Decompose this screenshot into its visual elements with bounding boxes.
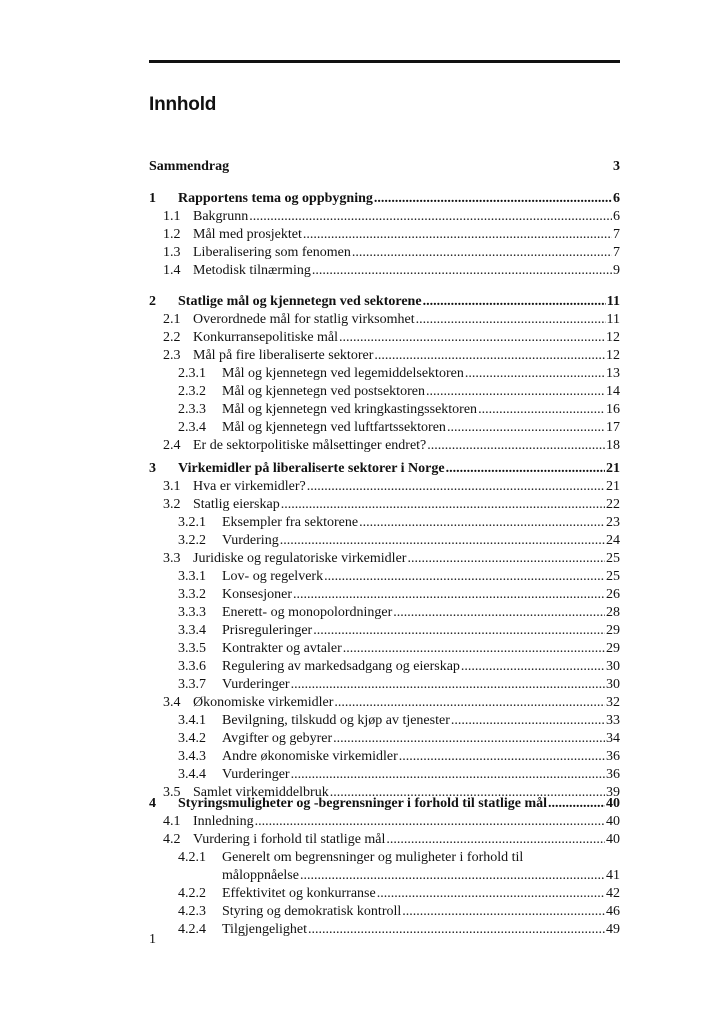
toc-entry-title: Metodisk tilnærming bbox=[193, 263, 311, 278]
toc-entry-title: Innledning bbox=[193, 814, 254, 829]
toc-entry-page: 26 bbox=[606, 587, 620, 602]
toc-dot-leader bbox=[374, 347, 605, 365]
toc-entry-title: Styring og demokratisk kontroll bbox=[222, 904, 402, 919]
toc-entry-number: 3.4.1 bbox=[178, 713, 206, 728]
toc-entry-title: Statlige mål og kjennetegn ved sektorene bbox=[178, 294, 422, 309]
toc-entry bbox=[149, 460, 620, 478]
toc-entry bbox=[149, 795, 620, 813]
toc-entry-page: 3 bbox=[613, 159, 620, 174]
toc-entry bbox=[178, 849, 620, 867]
toc-entry bbox=[178, 604, 620, 622]
toc-dot-leader bbox=[451, 712, 605, 730]
toc-dot-leader bbox=[374, 190, 612, 208]
toc-entry-page: 36 bbox=[606, 749, 620, 764]
toc-entry-title: Effektivitet og konkurranse bbox=[222, 886, 376, 901]
toc-entry-page: 12 bbox=[606, 348, 620, 363]
toc-dot-leader bbox=[427, 437, 605, 455]
toc-dot-leader bbox=[307, 478, 605, 496]
toc-entry-page: 46 bbox=[606, 904, 620, 919]
toc-entry-number: 3.2 bbox=[163, 497, 181, 512]
toc-dot-leader bbox=[446, 460, 605, 478]
toc-entry-page: 36 bbox=[606, 767, 620, 782]
toc-entry-number: 3.3.7 bbox=[178, 677, 206, 692]
toc-entry-number: 4.2.3 bbox=[178, 904, 206, 919]
toc-entry-number: 2.3 bbox=[163, 348, 181, 363]
toc-dot-leader bbox=[447, 419, 605, 437]
toc-entry bbox=[178, 885, 620, 903]
toc-entry-title: Vurderinger bbox=[222, 677, 290, 692]
toc-entry bbox=[149, 190, 620, 208]
toc-entry-title-continuation: måloppnåelse bbox=[222, 868, 299, 883]
toc-entry bbox=[163, 329, 620, 347]
toc-entry-title: Mål med prosjektet bbox=[193, 227, 302, 242]
toc-entry-page: 29 bbox=[606, 641, 620, 656]
toc-entry-page: 7 bbox=[613, 227, 620, 242]
toc-dot-leader bbox=[478, 401, 605, 419]
toc-entry-title: Styringsmuligheter og -begrensninger i forhold til statlige mål bbox=[178, 796, 548, 811]
toc-entry-page: 49 bbox=[606, 922, 620, 937]
toc-entry-page: 32 bbox=[606, 695, 620, 710]
toc-dot-leader bbox=[333, 730, 605, 748]
toc-entry-title: Generelt om begrensninger og muligheter i forhold til bbox=[222, 850, 524, 865]
toc-entry-page: 7 bbox=[613, 245, 620, 260]
toc-entry bbox=[178, 514, 620, 532]
toc-entry-page: 40 bbox=[606, 814, 620, 829]
toc-entry-title: Enerett- og monopolordninger bbox=[222, 605, 393, 620]
toc-entry bbox=[163, 244, 620, 262]
toc-dot-leader bbox=[313, 622, 605, 640]
toc-entry-title: Bakgrunn bbox=[193, 209, 249, 224]
toc-entry-title: Vurdering bbox=[222, 533, 279, 548]
toc-entry bbox=[178, 640, 620, 658]
toc-dot-leader bbox=[249, 208, 612, 226]
toc-dot-leader bbox=[293, 586, 605, 604]
toc-entry-page: 6 bbox=[613, 191, 620, 206]
toc-entry bbox=[178, 730, 620, 748]
toc-entry bbox=[178, 586, 620, 604]
toc-entry-number: 3.4.2 bbox=[178, 731, 206, 746]
toc-entry-page: 11 bbox=[606, 294, 620, 309]
toc-entry-number: 4.2.1 bbox=[178, 850, 206, 865]
toc-entry bbox=[163, 311, 620, 329]
toc-entry-number: 4.1 bbox=[163, 814, 181, 829]
toc-dot-leader bbox=[339, 329, 605, 347]
toc-entry bbox=[178, 658, 620, 676]
toc-dot-leader bbox=[461, 658, 605, 676]
toc-entry-number: 4.2 bbox=[163, 832, 181, 847]
toc-entry-page: 6 bbox=[613, 209, 620, 224]
toc-entry-number: 3.4 bbox=[163, 695, 181, 710]
toc-dot-leader bbox=[334, 694, 605, 712]
toc-entry-page: 14 bbox=[606, 384, 620, 399]
toc-entry-page: 9 bbox=[613, 263, 620, 278]
toc-entry-title: Mål og kjennetegn ved postsektoren bbox=[222, 384, 425, 399]
toc-entry-page: 25 bbox=[606, 551, 620, 566]
toc-entry-number: 2.2 bbox=[163, 330, 181, 345]
toc-entry-page: 30 bbox=[606, 659, 620, 674]
toc-entry-title: Regulering av markedsadgang og eierskap bbox=[222, 659, 460, 674]
toc-dot-leader bbox=[324, 568, 605, 586]
toc-entry-page: 34 bbox=[606, 731, 620, 746]
toc-entry bbox=[178, 401, 620, 419]
toc-entry-title: Kontrakter og avtaler bbox=[222, 641, 342, 656]
toc-entry-title: Liberalisering som fenomen bbox=[193, 245, 351, 260]
toc-entry-page: 42 bbox=[606, 886, 620, 901]
toc-entry-title: Avgifter og gebyrer bbox=[222, 731, 333, 746]
toc-entry bbox=[178, 568, 620, 586]
toc-entry bbox=[178, 532, 620, 550]
toc-dot-leader bbox=[402, 903, 605, 921]
toc-entry bbox=[149, 158, 620, 176]
toc-entry bbox=[163, 831, 620, 849]
toc-dot-leader bbox=[423, 293, 606, 311]
toc-dot-leader bbox=[308, 921, 605, 939]
toc-entry-page: 21 bbox=[606, 479, 620, 494]
toc-entry-title: Tilgjengelighet bbox=[222, 922, 308, 937]
toc-entry-page: 11 bbox=[606, 312, 620, 327]
toc-entry-number: 1.3 bbox=[163, 245, 181, 260]
toc-dot-leader bbox=[407, 550, 605, 568]
toc-entry bbox=[178, 622, 620, 640]
toc-dot-leader bbox=[399, 748, 605, 766]
toc-entry bbox=[163, 550, 620, 568]
toc-entry-page: 39 bbox=[606, 785, 620, 800]
toc-entry bbox=[178, 676, 620, 694]
toc-entry-title: Hva er virkemidler? bbox=[193, 479, 306, 494]
toc-entry-page: 40 bbox=[606, 796, 620, 811]
toc-entry bbox=[178, 903, 620, 921]
toc-entry-number: 3.3.3 bbox=[178, 605, 206, 620]
toc-entry-title: Mål på fire liberaliserte sektorer bbox=[193, 348, 374, 363]
toc-entry-title: Mål og kjennetegn ved legemiddelsektoren bbox=[222, 366, 464, 381]
toc-entry bbox=[178, 766, 620, 784]
toc-entry-number: 2.3.2 bbox=[178, 384, 206, 399]
toc-dot-leader bbox=[312, 262, 612, 280]
toc-entry-number: 3 bbox=[149, 461, 156, 476]
toc-dot-leader bbox=[281, 496, 605, 514]
toc-entry-title: Mål og kjennetegn ved luftfartssektoren bbox=[222, 420, 446, 435]
toc-entry bbox=[163, 437, 620, 455]
toc-entry-number: 4 bbox=[149, 796, 156, 811]
toc-entry-page: 28 bbox=[606, 605, 620, 620]
toc-entry bbox=[149, 293, 620, 311]
toc-entry-page: 16 bbox=[606, 402, 620, 417]
toc-entry-number: 2.1 bbox=[163, 312, 181, 327]
toc-dot-leader bbox=[548, 795, 605, 813]
toc-entry-title: Virkemidler på liberaliserte sektorer i Norge bbox=[178, 461, 445, 476]
toc-dot-leader bbox=[291, 676, 605, 694]
toc-entry-number: 3.2.2 bbox=[178, 533, 206, 548]
toc-entry-title: Samlet virkemiddelbruk bbox=[193, 785, 329, 800]
toc-entry-title: Konkurransepolitiske mål bbox=[193, 330, 339, 345]
toc-entry-page: 17 bbox=[606, 420, 620, 435]
page-title: Innhold bbox=[149, 94, 217, 115]
toc-dot-leader bbox=[352, 244, 612, 262]
toc-entry-number: 3.3.2 bbox=[178, 587, 206, 602]
toc-entry-number: 3.3.1 bbox=[178, 569, 206, 584]
toc-dot-leader bbox=[393, 604, 605, 622]
toc-entry-page: 12 bbox=[606, 330, 620, 345]
toc-dot-leader bbox=[303, 226, 612, 244]
toc-entry bbox=[178, 712, 620, 730]
toc-entry-title: Vurdering i forhold til statlige mål bbox=[193, 832, 386, 847]
toc-entry-number: 3.3.4 bbox=[178, 623, 206, 638]
toc-entry-title: Økonomiske virkemidler bbox=[193, 695, 334, 710]
toc-entry-page: 23 bbox=[606, 515, 620, 530]
top-rule bbox=[149, 60, 620, 63]
toc-entry-page: 24 bbox=[606, 533, 620, 548]
toc-entry-number: 1.4 bbox=[163, 263, 181, 278]
toc-dot-leader bbox=[291, 766, 605, 784]
toc-dot-leader bbox=[426, 383, 605, 401]
toc-entry-title: Konsesjoner bbox=[222, 587, 292, 602]
toc-entry-page: 25 bbox=[606, 569, 620, 584]
toc-entry-number: 3.5 bbox=[163, 785, 181, 800]
toc-entry bbox=[178, 921, 620, 939]
toc-entry-number: 3.4.3 bbox=[178, 749, 206, 764]
toc-entry bbox=[163, 478, 620, 496]
toc-entry-title: Vurderinger bbox=[222, 767, 290, 782]
toc-entry-number: 1.2 bbox=[163, 227, 181, 242]
toc-entry-number: 2 bbox=[149, 294, 156, 309]
toc-entry-page: 13 bbox=[606, 366, 620, 381]
toc-entry bbox=[178, 419, 620, 437]
toc-entry-number: 4.2.4 bbox=[178, 922, 206, 937]
toc-entry bbox=[163, 813, 620, 831]
toc-entry bbox=[163, 208, 620, 226]
toc-entry-number: 4.2.2 bbox=[178, 886, 206, 901]
toc-entry bbox=[163, 347, 620, 365]
toc-entry-title: Eksempler fra sektorene bbox=[222, 515, 359, 530]
toc-entry-number: 3.1 bbox=[163, 479, 181, 494]
toc-entry-title: Rapportens tema og oppbygning bbox=[178, 191, 373, 206]
toc-entry-title: Andre økonomiske virkemidler bbox=[222, 749, 398, 764]
toc-dot-leader bbox=[386, 831, 605, 849]
toc-entry-number: 3.3.6 bbox=[178, 659, 206, 674]
toc-entry-title: Bevilgning, tilskudd og kjøp av tjenester bbox=[222, 713, 450, 728]
toc-entry-number: 3.3.5 bbox=[178, 641, 206, 656]
toc-entry-title: Juridiske og regulatoriske virkemidler bbox=[193, 551, 407, 566]
toc-dot-leader bbox=[377, 885, 605, 903]
toc-entry-page: 29 bbox=[606, 623, 620, 638]
toc-entry-number: 2.3.4 bbox=[178, 420, 206, 435]
toc-dot-leader bbox=[300, 867, 605, 885]
toc-entry-title: Overordnede mål for statlig virksomhet bbox=[193, 312, 415, 327]
toc-entry-page: 22 bbox=[606, 497, 620, 512]
page-number: 1 bbox=[149, 932, 156, 947]
toc-dot-leader bbox=[280, 532, 605, 550]
toc-entry-continuation bbox=[222, 867, 620, 885]
toc-entry bbox=[178, 383, 620, 401]
toc-entry bbox=[178, 748, 620, 766]
toc-entry-title: Mål og kjennetegn ved kringkastingssektoren bbox=[222, 402, 478, 417]
toc-entry-page: 40 bbox=[606, 832, 620, 847]
toc-entry-number: 2.4 bbox=[163, 438, 181, 453]
toc-entry-page: 21 bbox=[606, 461, 620, 476]
toc-dot-leader bbox=[465, 365, 605, 383]
toc-entry-number: Sammendrag bbox=[149, 159, 230, 174]
toc-entry-number: 2.3.1 bbox=[178, 366, 206, 381]
toc-entry-page: 41 bbox=[606, 868, 620, 883]
toc-entry bbox=[163, 496, 620, 514]
toc-entry-number: 1.1 bbox=[163, 209, 181, 224]
toc-entry-title: Prisreguleringer bbox=[222, 623, 313, 638]
toc-entry-title: Statlig eierskap bbox=[193, 497, 280, 512]
toc-entry bbox=[178, 365, 620, 383]
toc-entry-number: 3.3 bbox=[163, 551, 181, 566]
toc-entry-number: 3.4.4 bbox=[178, 767, 206, 782]
toc-entry-number: 3.2.1 bbox=[178, 515, 206, 530]
toc-entry-page: 30 bbox=[606, 677, 620, 692]
toc-dot-leader bbox=[359, 514, 605, 532]
toc-entry-number: 2.3.3 bbox=[178, 402, 206, 417]
toc-entry-title: Lov- og regelverk bbox=[222, 569, 324, 584]
toc-entry bbox=[163, 226, 620, 244]
toc-entry-page: 33 bbox=[606, 713, 620, 728]
toc-entry bbox=[163, 694, 620, 712]
toc-dot-leader bbox=[416, 311, 606, 329]
toc-entry-page: 18 bbox=[606, 438, 620, 453]
toc-entry bbox=[163, 262, 620, 280]
toc-entry-number: 1 bbox=[149, 191, 156, 206]
toc-entry-title: Er de sektorpolitiske målsettinger endret? bbox=[193, 438, 427, 453]
toc-dot-leader bbox=[255, 813, 605, 831]
toc-dot-leader bbox=[343, 640, 605, 658]
